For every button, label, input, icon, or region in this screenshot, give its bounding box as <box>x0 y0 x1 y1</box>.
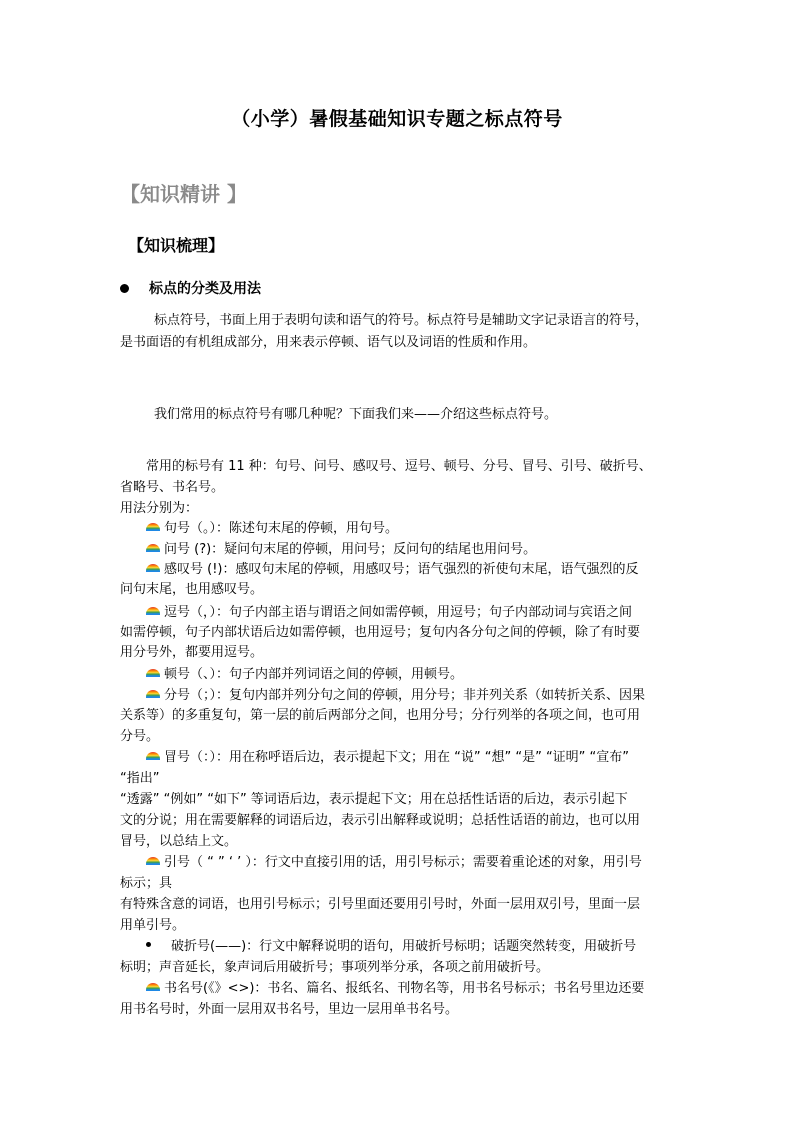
item-semicolon-cont-1: 关系等）的多重复句，第一层的前后两部分之间，也用分号；分行列举的各项之间，也可用 <box>120 708 641 723</box>
item-text: 冒号（：）：用在称呼语后边，表示提起下文；用在 “说” “想” “是” “证明” “宣布” <box>164 750 630 765</box>
item-quote-cont-2: 有特殊含意的词语，也用引号标示；引号里面还要用引号时，外面一层用双引号，里面一层 <box>120 897 641 912</box>
sub-heading: 【知识梳理】 <box>128 236 225 255</box>
section-heading: 【知识精讲 】 <box>120 182 247 206</box>
rainbow-icon <box>146 607 160 615</box>
question-line: 我们常用的标点符号有哪几种呢？下面我们来——介绍这些标点符号。 <box>154 407 558 422</box>
item-text: 逗号（，）：句子内部主语与谓语之间如需停顿，用逗号；句子内部动词与宾语之间 <box>164 605 633 620</box>
bullet-heading-text: 标点的分类及用法 <box>149 281 261 297</box>
item-enum-comma <box>146 663 716 682</box>
common-line-2: 省略号、书名号。 <box>120 480 225 495</box>
item-text: 句号（。）：陈述句末尾的停顿，用句号。 <box>164 521 399 536</box>
item-exclaim-cont: 问句末尾，也用感叹号。 <box>120 582 264 597</box>
rainbow-icon <box>146 983 160 991</box>
item-dash-cont: 标明；声音延长，象声词后用破折号；事项列举分承，各项之前用破折号。 <box>120 960 550 975</box>
item-period <box>146 517 716 536</box>
rainbow-icon <box>146 857 160 865</box>
common-line-1: 常用的标号有 11 种：句号、问号、感叹号、逗号、顿号、分号、冒号、引号、破折号、 <box>146 459 652 474</box>
item-colon-cont-3: 文的分说；用在需要解释的词语后边，表示引出解释或说明；总括性话语的前边，也可以用 <box>120 813 641 828</box>
item-quote-cont-1: 标示；具 <box>120 876 173 891</box>
item-text: 感叹号 (!)：感叹句末尾的停顿，用感叹号；语气强烈的祈使句末尾，语气强烈的反 <box>164 562 639 577</box>
bullet-heading <box>120 278 261 298</box>
item-colon-cont-2: “透露” “例如” “如下” 等词语后边，表示提起下文；用在总括性话语的后边，表示引起下 <box>120 792 628 807</box>
item-text: 顿号（、）：句子内部并列词语之间的停顿，用顿号。 <box>164 667 464 682</box>
item-book-title <box>146 977 716 996</box>
rainbow-icon <box>146 752 160 760</box>
item-text: 分号（；）：复句内部并列分句之间的停顿，用分号；非并列关系（如转折关系、因果 <box>164 688 646 703</box>
item-comma-cont-2: 用分号外，都要用逗号。 <box>120 645 264 660</box>
item-text: 引号（ “ ” ‘ ’ ）：行文中直接引用的话，用引号标示；需要着重论述的对象，用引号 <box>164 855 642 870</box>
item-semicolon <box>146 684 716 703</box>
rainbow-icon <box>146 544 160 552</box>
rainbow-icon <box>146 523 160 531</box>
bullet-icon <box>120 284 129 293</box>
bullet-icon <box>146 942 151 947</box>
intro-line-2: 是书面语的有机组成部分，用来表示停顿、语气以及词语的性质和作用。 <box>120 335 537 350</box>
intro-line-1: 标点符号，书面上用于表明句读和语气的符号。标点符号是辅助文字记录语言的符号， <box>154 313 649 328</box>
rainbow-icon <box>146 690 160 698</box>
item-exclaim <box>146 558 716 577</box>
item-colon <box>146 746 716 765</box>
item-colon-cont-1: “指出” <box>120 771 160 786</box>
item-text: 破折号(——)：行文中解释说明的语句，用破折号标明；话题突然转变，用破折号 <box>171 939 637 954</box>
item-text: 书名号(《》<>)：书名、篇名、报纸名、刊物名等，用书名号标示；书名号里边还要 <box>164 981 645 996</box>
item-quote <box>146 851 716 870</box>
rainbow-icon <box>146 669 160 677</box>
rainbow-icon <box>146 564 160 572</box>
common-line-3: 用法分别为： <box>120 501 199 516</box>
page-title: （小学）暑假基础知识专题之标点符号 <box>231 108 563 130</box>
item-quote-cont-3: 用单引号。 <box>120 918 186 933</box>
item-colon-cont-4: 冒号，以总结上文。 <box>120 834 238 849</box>
item-text: 问号 (?)：疑问句末尾的停顿，用问号；反问句的结尾也用问号。 <box>164 542 537 557</box>
item-question <box>146 538 716 557</box>
item-comma-cont-1: 如需停顿，句子内部状语后边如需停顿，也用逗号；复句内各分句之间的停顿，除了有时要 <box>120 625 641 640</box>
item-dash <box>146 935 716 954</box>
item-comma <box>146 601 716 620</box>
item-semicolon-cont-2: 分号。 <box>120 729 160 744</box>
item-book-title-cont: 用书名号时，外面一层用双书名号，里边一层用单书名号。 <box>120 1002 459 1017</box>
